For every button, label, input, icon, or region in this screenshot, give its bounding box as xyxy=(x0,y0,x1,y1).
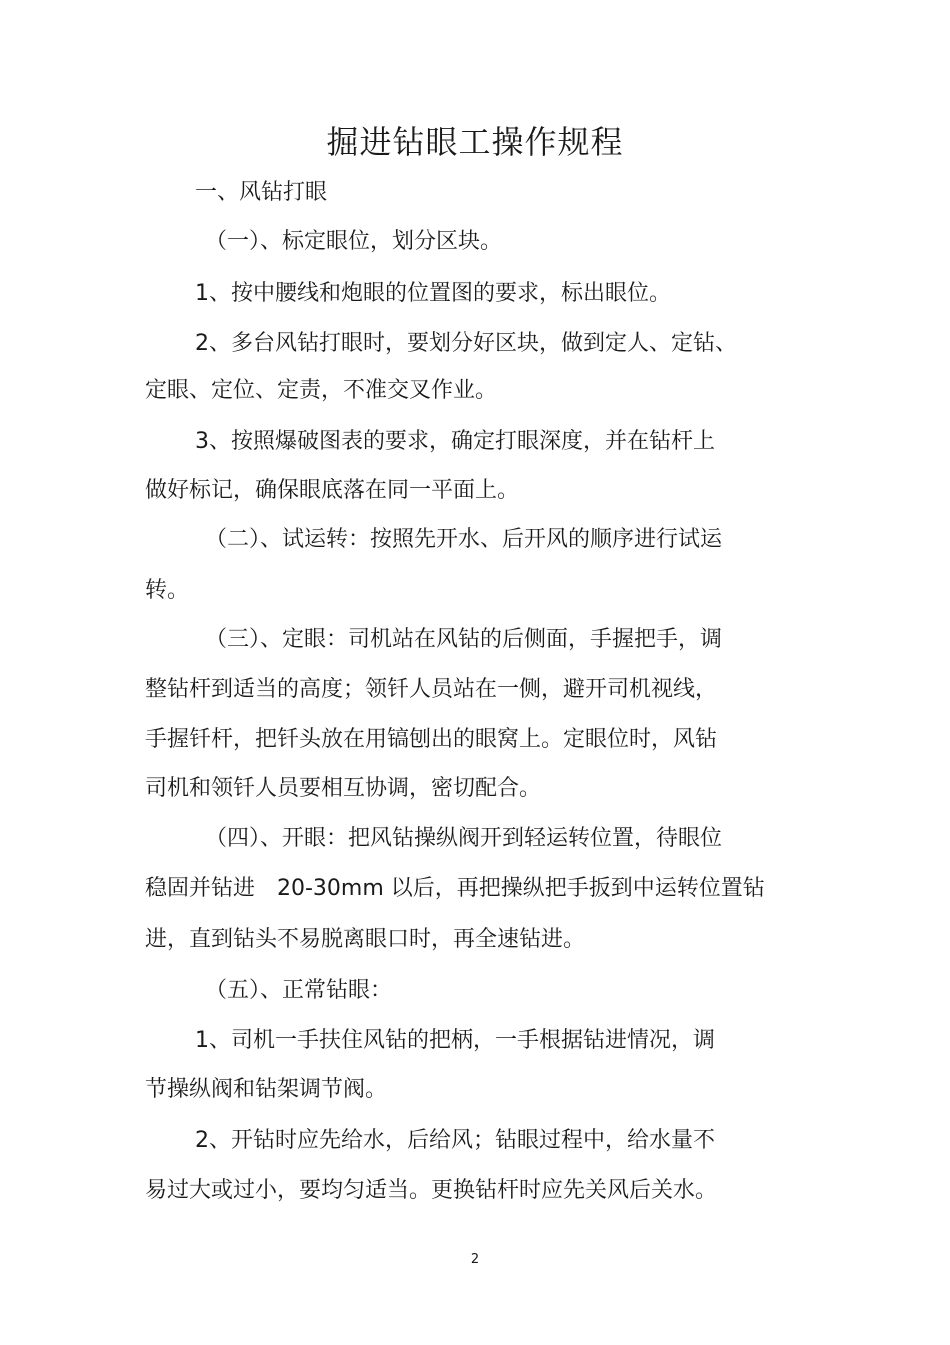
paragraph-line: 易过大或过小，要均匀适当。更换钻杆时应先关风后关水。 xyxy=(145,1178,718,1203)
paragraph-line: （二）、试运转：按照先开水、后开风的顺序进行试运 xyxy=(205,527,723,552)
paragraph-line: 手握钎杆，把钎头放在用镐刨出的眼窝上。定眼位时，风钻 xyxy=(145,727,718,752)
paragraph-line: （三）、定眼：司机站在风钻的后侧面，手握把手，调 xyxy=(205,627,723,652)
paragraph-line: 3、按照爆破图表的要求，确定打眼深度，并在钻杆上 xyxy=(195,429,715,454)
document-title: 掘进钻眼工操作规程 xyxy=(326,123,624,161)
paragraph-line: 整钻杆到适当的高度；领钎人员站在一侧，避开司机视线， xyxy=(145,677,718,702)
subsection-heading: （五）、正常钻眼： xyxy=(205,978,393,1003)
paragraph-line: 2、开钻时应先给水，后给风；钻眼过程中，给水量不 xyxy=(195,1128,715,1153)
paragraph-line: 转。 xyxy=(145,578,190,603)
paragraph-line: 1、按中腰线和炮眼的位置图的要求，标出眼位。 xyxy=(195,281,671,306)
paragraph-line: 2、多台风钻打眼时，要划分好区块，做到定人、定钻、 xyxy=(195,331,737,356)
paragraph-line: 节操纵阀和钻架调节阀。 xyxy=(145,1077,388,1102)
paragraph-line: 进，直到钻头不易脱离眼口时，再全速钻进。 xyxy=(145,927,586,952)
paragraph-line: 做好标记，确保眼底落在同一平面上。 xyxy=(145,478,520,503)
paragraph-line: 稳固并钻进 20-30mm 以后，再把操纵把手扳到中运转位置钻 xyxy=(145,876,765,901)
paragraph-line: 定眼、定位、定责，不准交叉作业。 xyxy=(145,378,498,403)
page-number: 2 xyxy=(470,1252,480,1267)
subsection-heading: （一）、标定眼位，划分区块。 xyxy=(205,229,503,254)
section-heading: 一、风钻打眼 xyxy=(195,180,328,205)
paragraph-line: 1、司机一手扶住风钻的把柄，一手根据钻进情况，调 xyxy=(195,1028,715,1053)
paragraph-line: （四）、开眼：把风钻操纵阀开到轻运转位置，待眼位 xyxy=(205,826,723,851)
paragraph-line: 司机和领钎人员要相互协调，密切配合。 xyxy=(145,776,542,801)
